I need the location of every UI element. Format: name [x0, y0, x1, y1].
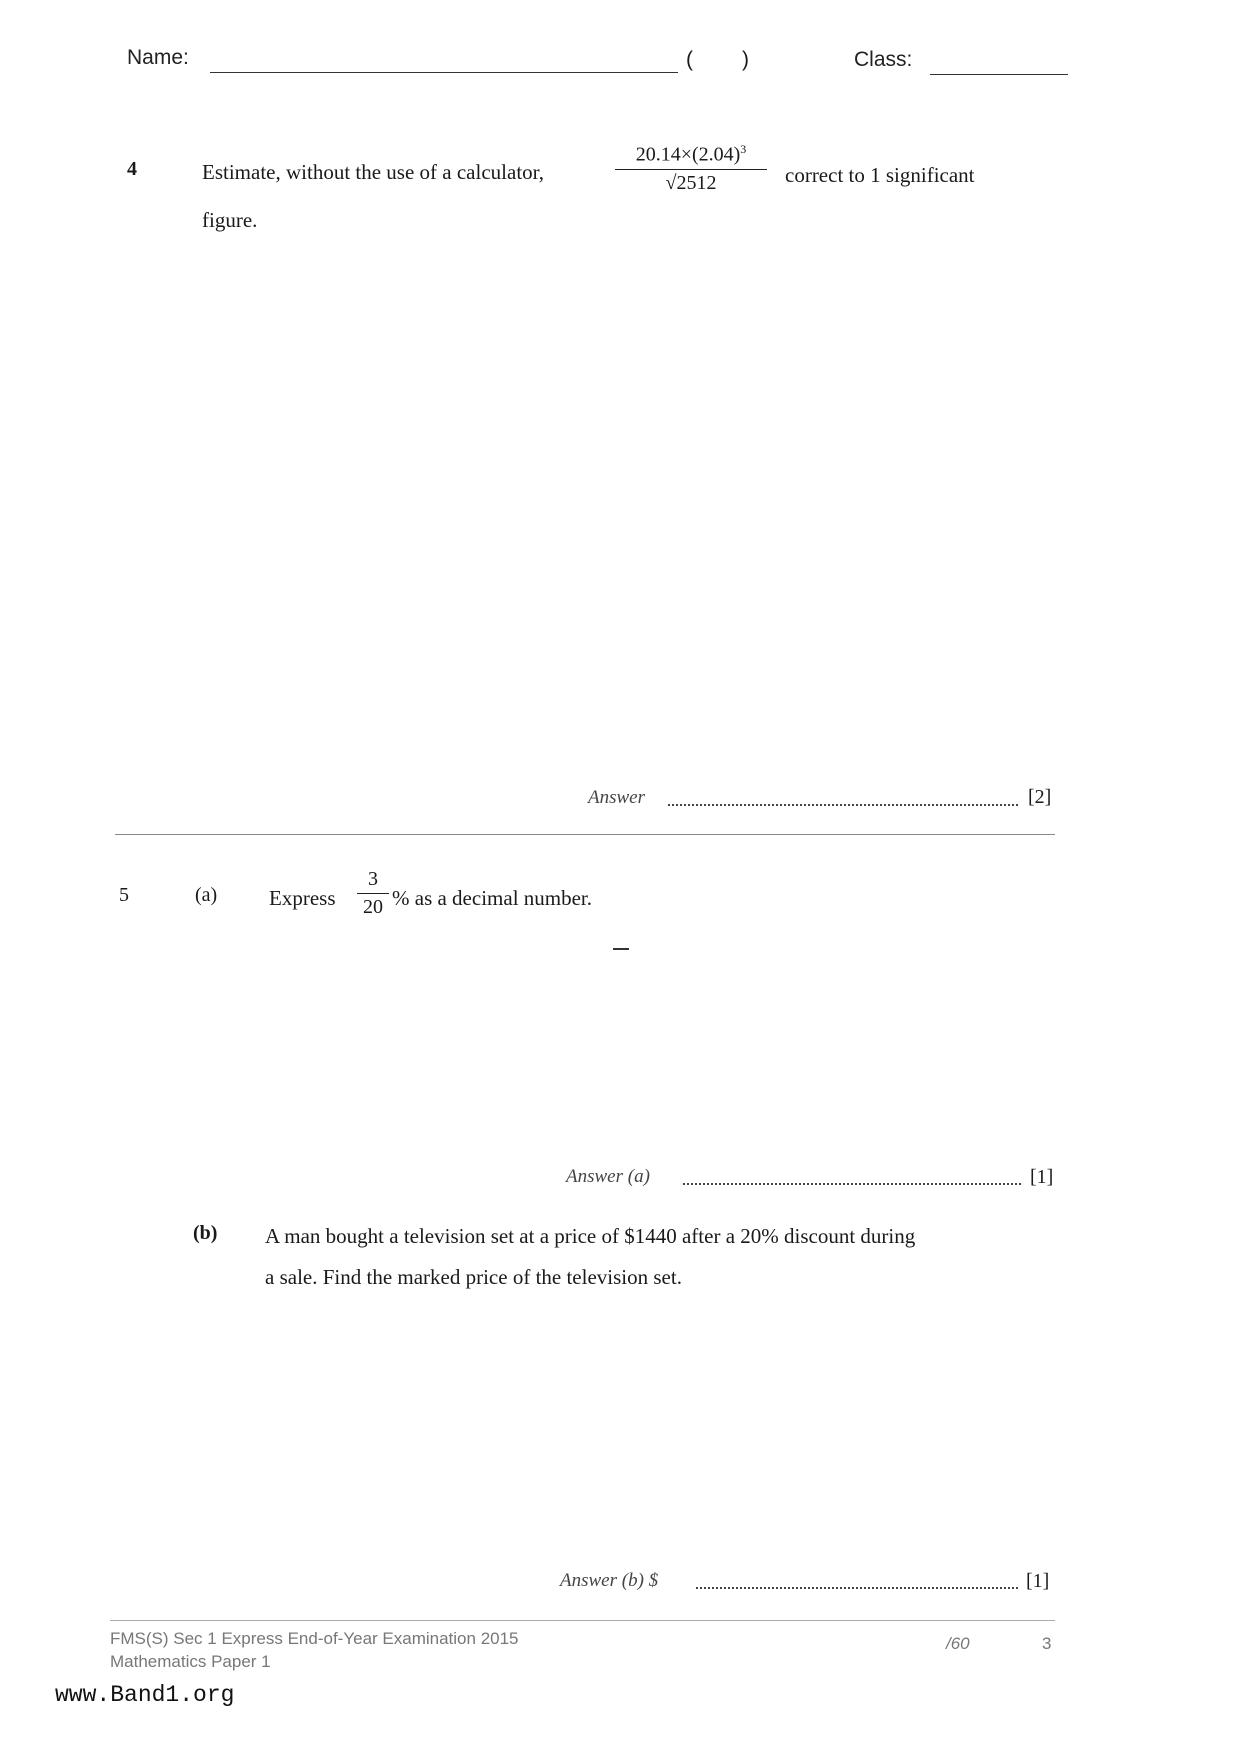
name-label: Name:: [127, 46, 189, 69]
question-5b-text-line2: a sale. Find the marked price of the television set.: [265, 1265, 682, 1289]
watermark: www.Band1.org: [55, 1682, 235, 1708]
question-4-text: Estimate, without the use of a calculator,: [202, 160, 545, 184]
question-5b-text-line1: A man bought a television set at a price of $1440 after a 20% discount during: [265, 1224, 916, 1248]
class-label: Class:: [854, 48, 913, 71]
question-4-number: 4: [127, 158, 137, 180]
register-number-open: (: [686, 48, 693, 71]
handwritten-mark: /60: [946, 1634, 970, 1653]
footer-exam-title: FMS(S) Sec 1 Express End-of-Year Examination 2015: [110, 1629, 519, 1648]
question-4-expression: [615, 142, 767, 195]
fraction-bar: [615, 169, 767, 170]
question-4-answer-line[interactable]: [668, 784, 1018, 806]
class-field[interactable]: [930, 52, 1068, 75]
question-5a-answer-line[interactable]: [683, 1163, 1021, 1185]
expression-exponent: 3: [740, 142, 747, 156]
expression-denominator: √2512: [665, 171, 717, 194]
fraction-numerator: 3: [368, 868, 378, 890]
question-separator: [115, 834, 1055, 835]
question-5a-marks: [1]: [1030, 1166, 1054, 1188]
question-4-marks: [2]: [1028, 786, 1052, 808]
question-5a-label: (a): [195, 884, 218, 906]
page-number: 3: [1042, 1634, 1052, 1653]
question-5a-fraction: [357, 868, 389, 919]
name-field[interactable]: [210, 50, 678, 73]
question-5a-text: Express: [269, 886, 336, 910]
fraction-denominator: 20: [363, 896, 383, 918]
question-5-number: 5: [119, 884, 129, 906]
question-5b-marks: [1]: [1026, 1570, 1050, 1592]
register-number-close: ): [742, 48, 749, 71]
fraction-bar: [357, 893, 389, 894]
scan-mark: [613, 948, 629, 950]
question-4-text-continued: correct to 1 significant: [785, 163, 975, 187]
question-5b-label: (b): [193, 1222, 218, 1244]
question-4-answer-label: Answer: [588, 787, 645, 808]
question-5a-answer-label: Answer (a): [566, 1166, 650, 1187]
footer-rule: [110, 1620, 1055, 1621]
question-5b-answer-label: Answer (b) $: [560, 1570, 659, 1591]
expression-numerator: $20.14\times(2.04)^3$: [635, 142, 747, 166]
footer-paper-name: Mathematics Paper 1: [110, 1652, 271, 1671]
question-5a-text-continued: % as a decimal number.: [392, 886, 593, 910]
question-4-text-line2: figure.: [202, 208, 258, 232]
question-5b-answer-line[interactable]: [696, 1567, 1018, 1589]
